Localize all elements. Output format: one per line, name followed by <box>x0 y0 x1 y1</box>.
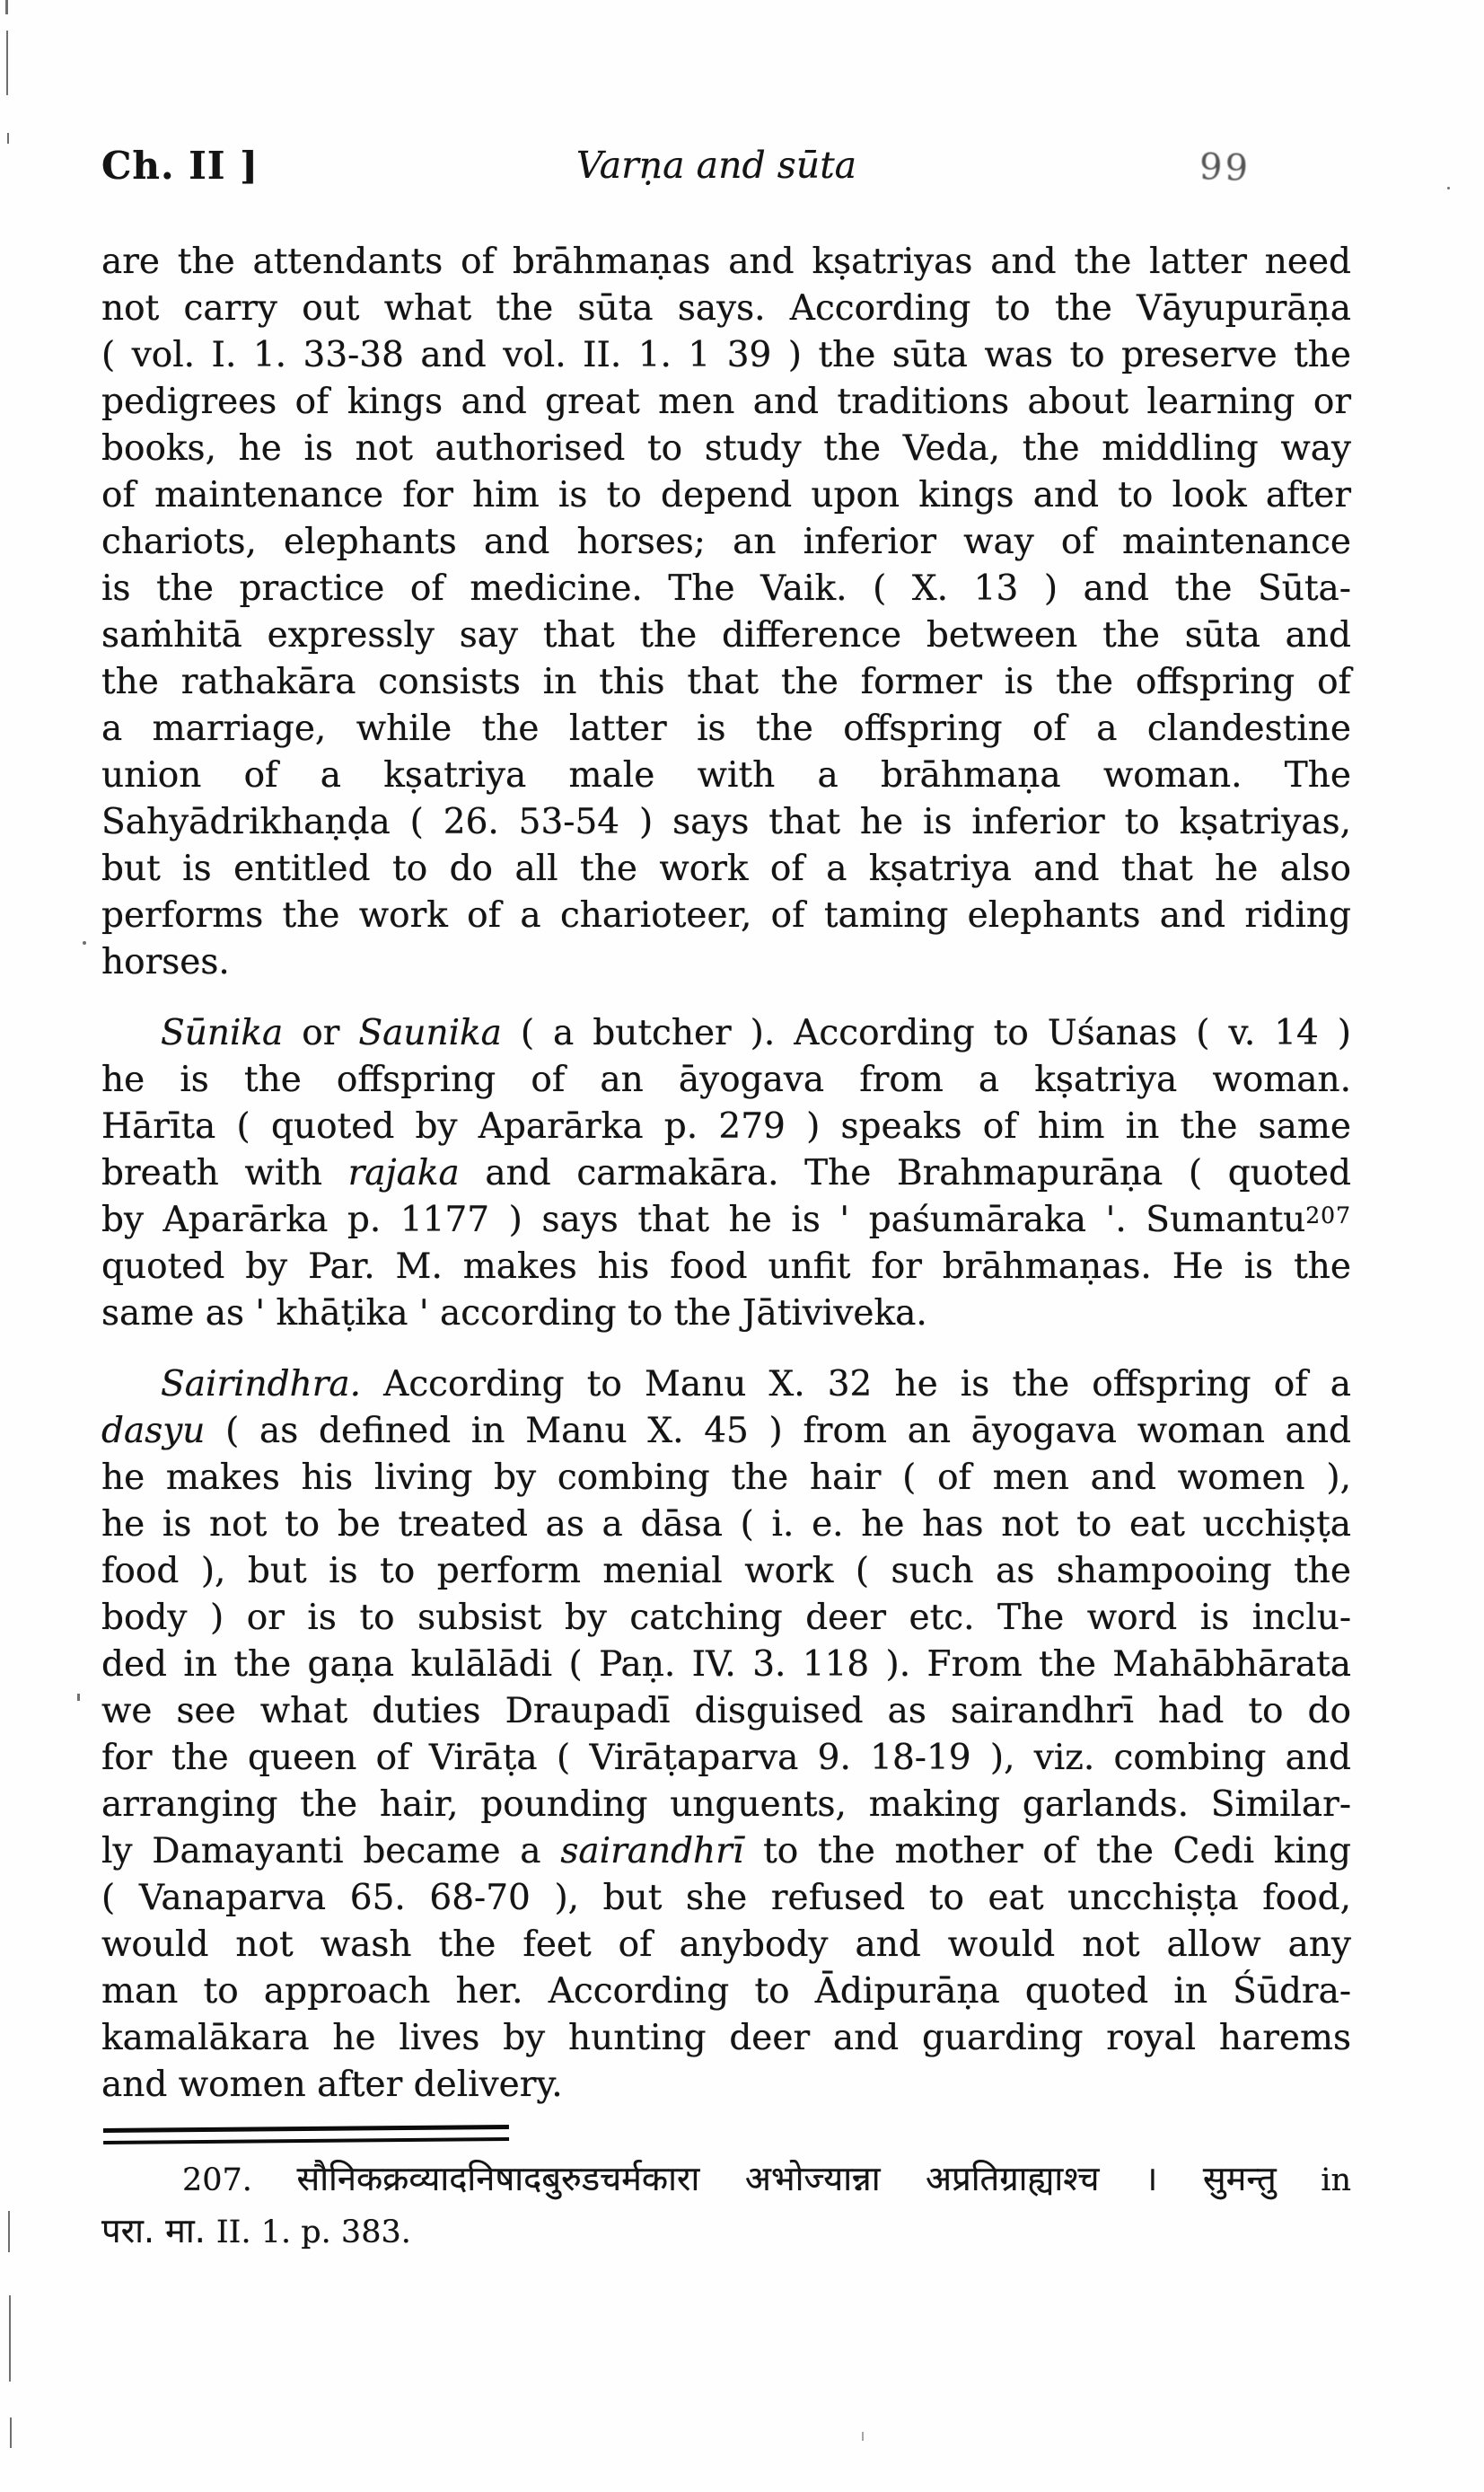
text-line <box>101 286 1351 332</box>
text-line <box>101 1595 1351 1642</box>
text-segment: same as ' khāṭika ' according to the Jātiviveka. <box>101 1293 927 1334</box>
text-segment: ( Vanaparva 65. 68-70 ), but she refused to eat uncchiṣṭa food, <box>101 1878 1351 1918</box>
text-segment: by Aparārka p. 1177 ) says that he is ' paśumāraka '. Sumantu <box>101 1200 1306 1240</box>
text-segment: quoted by Par. M. makes his food unfit for brāhmaṇas. He is the <box>101 1246 1351 1287</box>
scan-artifact <box>83 941 86 945</box>
text-segment: food ), but is to perform menial work ( such as shampooing the <box>101 1551 1351 1591</box>
text-segment: he is the offspring of an āyogava from a kṣatriya woman. <box>101 1060 1351 1100</box>
devanagari-text: परा. मा. <box>101 2211 216 2250</box>
scan-artifact <box>6 31 8 95</box>
text-line <box>101 1244 1351 1290</box>
scan-artifact <box>8 2211 10 2252</box>
scan-artifact <box>862 2432 864 2441</box>
text-line <box>101 239 1351 286</box>
text-segment: would not wash the feet of anybody and would not allow any <box>101 1924 1351 1965</box>
text-segment: ly Damayanti became a <box>101 1831 561 1871</box>
text-segment: for the queen of Virāṭa ( Virāṭaparva 9. 18-19 ), viz. combing and <box>101 1738 1351 1778</box>
text-segment: horses. <box>101 942 230 982</box>
scan-artifact <box>5 0 8 14</box>
text-line <box>101 1150 1351 1197</box>
text-segment: ( vol. I. 1. 33-38 and vol. II. 1. 1 39 ) the sūta was to preserve the <box>101 335 1351 375</box>
text-segment: are the attendants of brāhmaṇas and kṣatriyas and the latter need <box>101 242 1351 282</box>
text-line <box>101 1455 1351 1501</box>
text-segment: Sahyādrikhaṇḍa ( 26. 53-54 ) says that he is inferior to kṣatriyas, <box>101 802 1351 842</box>
text-segment: chariots, elephants and horses; an inferior way of maintenance <box>101 522 1351 562</box>
text-line <box>101 566 1351 612</box>
paragraph <box>101 239 1351 986</box>
page-body <box>101 239 1351 2133</box>
scan-artifact <box>10 2417 12 2448</box>
text-line <box>101 519 1351 566</box>
text-segment: he makes his living by combing the hair ( of men and women ), <box>101 1457 1351 1498</box>
page-number: 99 <box>1199 146 1251 189</box>
text-line <box>101 332 1351 379</box>
text-line <box>101 659 1351 706</box>
running-header <box>101 140 1351 198</box>
page-title: Varṇa and sūta <box>575 144 857 187</box>
text-segment: body ) or is to subsist by catching deer etc. The word is inclu- <box>101 1598 1351 1638</box>
text-segment: man to approach her. According to Ādipurāṇa quoted in Śūdra- <box>101 1971 1351 2012</box>
text-line <box>101 1290 1351 1337</box>
text-line <box>101 612 1351 659</box>
text-segment: but is entitled to do all the work of a kṣatriya and that he also <box>101 849 1351 889</box>
text-line <box>101 2062 1351 2109</box>
text-segment: or <box>283 1013 359 1053</box>
text-segment: Hārīta ( quoted by Aparārka p. 279 ) speaks of him in the same <box>101 1106 1351 1147</box>
text-segment: ( as defined in Manu X. 45 ) from an āyogava woman and <box>205 1411 1351 1451</box>
text-segment: 207. <box>182 2162 297 2198</box>
text-line <box>101 753 1351 799</box>
scan-artifact <box>1447 187 1450 189</box>
footnote-line <box>101 2206 1351 2258</box>
text-line <box>101 1875 1351 1922</box>
text-line <box>101 1922 1351 1968</box>
text-segment: dasyu <box>101 1411 206 1451</box>
text-segment: the rathakāra consists in this that the former is the offspring of <box>101 662 1351 702</box>
text-segment: union of a kṣatriya male with a brāhmaṇa woman. The <box>101 755 1351 796</box>
text-line <box>101 706 1351 753</box>
text-segment: he is not to be treated as a dāsa ( i. e. he has not to eat ucchiṣṭa <box>101 1504 1351 1545</box>
text-segment: in <box>1276 2162 1351 2198</box>
footnote-separator-rule <box>103 2125 509 2144</box>
footnote-line <box>101 2153 1351 2206</box>
text-segment: According to Manu X. 32 he is the offspring of a <box>361 1364 1351 1405</box>
text-line <box>101 1408 1351 1455</box>
text-segment: books, he is not authorised to study the Veda, the middling way <box>101 428 1351 469</box>
chapter-label: Ch. II ] <box>101 144 259 188</box>
text-line <box>101 1642 1351 1688</box>
text-segment: performs the work of a charioteer, of taming elephants and riding <box>101 895 1351 936</box>
footnote <box>101 2153 1351 2258</box>
text-line <box>101 1968 1351 2015</box>
text-segment: ( a butcher ). According to Uśanas ( v. 14 ) <box>501 1013 1352 1053</box>
text-segment: a marriage, while the latter is the offspring of a clandestine <box>101 709 1351 749</box>
text-segment: we see what duties Draupadī disguised as sairandhrī had to do <box>101 1691 1351 1731</box>
text-segment: kamalākara he lives by hunting deer and guarding royal harems <box>101 2018 1351 2058</box>
text-line <box>101 1501 1351 1548</box>
text-segment: Saunika <box>358 1013 502 1053</box>
text-line <box>101 379 1351 426</box>
text-line <box>101 1548 1351 1595</box>
text-line <box>101 1828 1351 1875</box>
scan-artifact <box>9 2295 11 2382</box>
paragraph <box>101 1010 1351 1337</box>
text-segment: is the practice of medicine. The Vaik. ( X. 13 ) and the Sūta- <box>101 568 1351 609</box>
text-segment: pedigrees of kings and great men and traditions about learning or <box>101 382 1351 422</box>
text-segment: Sairindhra. <box>161 1364 362 1405</box>
text-segment: sairandhrī <box>560 1831 744 1871</box>
text-segment: not carry out what the sūta says. According to the Vāyupurāṇa <box>101 288 1351 329</box>
text-segment: II. 1. p. 383. <box>215 2215 411 2250</box>
scan-artifact <box>77 1694 80 1701</box>
text-line <box>101 846 1351 893</box>
text-line <box>101 939 1351 986</box>
text-line <box>101 2015 1351 2062</box>
text-segment: and carmakāra. The Brahmapurāṇa ( quoted <box>459 1153 1351 1193</box>
text-segment: and women after delivery. <box>101 2065 563 2105</box>
text-line <box>101 1735 1351 1782</box>
text-line <box>101 1197 1351 1244</box>
text-segment: Sūnika <box>161 1013 284 1053</box>
text-segment: arranging the hair, pounding unguents, making garlands. Similar- <box>101 1784 1351 1825</box>
footnote-ref-marker: 207 <box>1305 1202 1351 1228</box>
text-line <box>101 1782 1351 1828</box>
text-line <box>101 1688 1351 1735</box>
text-segment: breath with <box>101 1153 348 1193</box>
text-line <box>101 799 1351 846</box>
text-line <box>101 472 1351 519</box>
text-segment: to the mother of the Cedi king <box>743 1831 1351 1871</box>
paragraph <box>101 1361 1351 2109</box>
text-line <box>101 1057 1351 1104</box>
text-segment: rajaka <box>347 1153 460 1193</box>
text-line <box>101 1010 1351 1057</box>
text-line <box>101 426 1351 472</box>
devanagari-text: सौनिकक्रव्यादनिषादबुरुडचर्मकारा अभोज्यान्ना अप्रतिग्राह्याश्च । सुमन्तु <box>296 2159 1277 2198</box>
text-line <box>101 1104 1351 1150</box>
text-line <box>101 893 1351 939</box>
text-segment: ded in the gaṇa kulālādi ( Paṇ. IV. 3. 118 ). From the Mahābhārata <box>101 1644 1351 1685</box>
text-line <box>101 1361 1351 1408</box>
text-segment: saṁhitā expressly say that the difference between the sūta and <box>101 615 1351 656</box>
scan-artifact <box>7 133 9 144</box>
text-segment: of maintenance for him is to depend upon kings and to look after <box>101 475 1351 515</box>
